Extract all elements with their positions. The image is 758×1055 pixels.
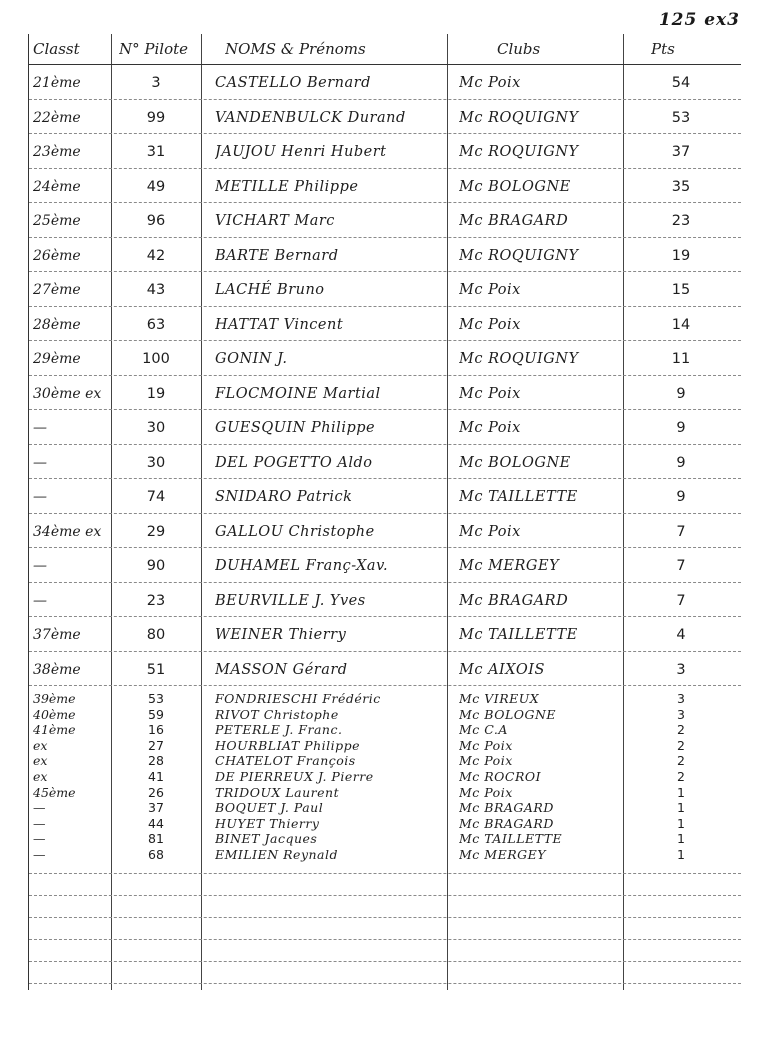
row-club: Mc BOLOGNE — [459, 178, 571, 195]
row-num: 96 — [146, 213, 166, 229]
row-rank: 29ème — [33, 351, 81, 367]
dense-row-name: HOURBLIAT Philippe — [215, 737, 361, 753]
dense-row-club: Mc MERGEY — [459, 847, 546, 862]
row-club: Mc TAILLETTE — [459, 627, 578, 643]
dense-row-num: 28 — [148, 753, 164, 769]
dense-row-pts: 1 — [677, 800, 685, 816]
dense-row-num: 44 — [148, 815, 164, 831]
header-points: Pts — [651, 40, 675, 58]
row-name: GALLOU Christophe — [215, 523, 375, 540]
row-name: DEL POGETTO Aldo — [215, 454, 373, 471]
dense-row-club: Mc TAILLETTE — [459, 831, 563, 847]
row-num: 90 — [146, 558, 166, 574]
dense-row-name: PETERLE J. Franc. — [215, 722, 343, 738]
row-num: 80 — [146, 627, 166, 643]
row-num: 30 — [146, 454, 166, 471]
dense-row-pts: 2 — [677, 722, 685, 738]
dense-row-club: Mc Poix — [459, 784, 513, 800]
row-rank: 23ème — [33, 144, 81, 160]
dense-row-pts: 3 — [677, 691, 685, 706]
row-rank: 25ème — [33, 213, 81, 229]
dense-row-name: DE PIERREUX J. Pierre — [215, 769, 374, 784]
row-pts: 15 — [671, 282, 691, 298]
dense-row-num: 27 — [148, 737, 164, 753]
dense-row-name: FONDRIESCHI Frédéric — [215, 691, 381, 706]
blank-rule — [29, 961, 741, 962]
row-name: VICHART Marc — [215, 213, 335, 229]
row-num: 3 — [151, 75, 161, 91]
row-rank: 30ème ex — [33, 385, 102, 402]
dense-row-pts: 1 — [677, 847, 685, 862]
dense-row-club: Mc VIREUX — [459, 691, 540, 706]
results-table — [28, 34, 741, 990]
dense-row-name: EMILIEN Reynald — [215, 847, 339, 862]
row-rank: 28ème — [33, 316, 81, 333]
row-name: JAUJOU Henri Hubert — [215, 144, 387, 160]
row-pts: 19 — [671, 247, 691, 264]
row-pts: 9 — [676, 454, 686, 471]
row-num: 31 — [146, 144, 166, 160]
dense-row-rank: — — [33, 800, 46, 816]
row-club: Mc ROQUIGNY — [459, 247, 579, 264]
dense-row-num: 41 — [148, 769, 164, 784]
row-num: 74 — [146, 489, 166, 505]
blank-rule — [29, 895, 741, 896]
row-rank: 24ème — [33, 178, 81, 195]
row-num: 19 — [146, 385, 166, 402]
row-name: GONIN J. — [215, 351, 288, 367]
dense-row-pts: 1 — [677, 784, 685, 800]
dense-row-rank: — — [33, 831, 46, 847]
dense-row-name: BINET Jacques — [215, 831, 318, 847]
row-rank: — — [33, 420, 47, 436]
row-club: Mc Poix — [459, 420, 521, 436]
blank-rule — [29, 917, 741, 918]
dense-row-club: Mc ROCROI — [459, 769, 542, 784]
row-club: Mc TAILLETTE — [459, 489, 578, 505]
dense-row-name: CHATELOT François — [215, 753, 356, 769]
row-rank: — — [33, 454, 47, 471]
row-club: Mc ROQUIGNY — [459, 144, 579, 160]
row-club: Mc Poix — [459, 523, 521, 540]
row-name: BARTE Bernard — [215, 247, 339, 264]
row-pts: 54 — [671, 75, 691, 91]
row-club: Mc Poix — [459, 75, 521, 91]
row-num: 63 — [146, 316, 166, 333]
dense-row-rank: — — [33, 847, 46, 862]
row-club: Mc AIXOIS — [459, 661, 545, 678]
header-rank: Classt — [33, 40, 80, 58]
row-pts: 9 — [676, 420, 686, 436]
header-club: Clubs — [497, 40, 541, 58]
row-num: 30 — [146, 420, 166, 436]
row-name: GUESQUIN Philippe — [215, 420, 376, 436]
row-club: Mc ROQUIGNY — [459, 351, 579, 367]
dense-row-name: RIVOT Christophe — [215, 706, 339, 722]
row-rank: 21ème — [33, 75, 81, 91]
row-num: 99 — [146, 109, 166, 126]
row-pts: 53 — [671, 109, 691, 126]
row-pts: 7 — [676, 592, 686, 609]
row-num: 29 — [146, 523, 166, 540]
row-club: Mc Poix — [459, 385, 521, 402]
blank-rule — [29, 939, 741, 940]
dense-row-num: 53 — [148, 691, 164, 706]
dense-row-pts: 3 — [677, 706, 685, 722]
dense-row-num: 81 — [148, 831, 164, 847]
dense-row-num: 16 — [148, 722, 164, 738]
row-name: MASSON Gérard — [215, 661, 348, 678]
dense-row-rank: ex — [33, 737, 48, 753]
dense-row-rank: 40ème — [33, 706, 76, 722]
dense-row-num: 37 — [148, 800, 164, 816]
row-num: 42 — [146, 247, 166, 264]
row-club: Mc ROQUIGNY — [459, 109, 579, 126]
row-rank: — — [33, 558, 47, 574]
row-rank: 26ème — [33, 247, 81, 264]
row-name: SNIDARO Patrick — [215, 489, 353, 505]
dense-row-pts: 2 — [677, 737, 685, 753]
dense-row-rank: ex — [33, 769, 48, 784]
header-number: N° Pilote — [119, 40, 189, 58]
row-num: 51 — [146, 661, 166, 678]
row-club: Mc MERGEY — [459, 558, 560, 574]
dense-row-club: Mc BOLOGNE — [459, 706, 557, 722]
row-pts: 14 — [671, 316, 691, 333]
row-pts: 37 — [671, 144, 691, 160]
dense-row-num: 68 — [148, 847, 164, 862]
blank-rule — [29, 873, 741, 874]
row-name: WEINER Thierry — [215, 627, 347, 643]
dense-row-rank: 39ème — [33, 691, 76, 706]
row-pts: 3 — [676, 661, 686, 678]
row-club: Mc BOLOGNE — [459, 454, 571, 471]
dense-row-club: Mc BRAGARD — [459, 815, 554, 831]
row-name: CASTELLO Bernard — [215, 75, 371, 91]
dense-row-num: 26 — [148, 784, 164, 800]
header-name: NOMS & Prénoms — [225, 40, 366, 58]
row-rank: 22ème — [33, 109, 81, 126]
row-pts: 9 — [676, 385, 686, 402]
dense-row-pts: 2 — [677, 769, 685, 784]
dense-row-club: Mc C.A — [459, 722, 508, 738]
row-pts: 7 — [676, 523, 686, 540]
dense-row-club: Mc BRAGARD — [459, 800, 554, 816]
dense-row-rank: 45ème — [33, 784, 76, 800]
row-name: FLOCMOINE Martial — [215, 385, 381, 402]
row-name: LACHÉ Bruno — [215, 282, 325, 298]
corner-note: 125 ex3 — [658, 10, 740, 30]
row-rank: 37ème — [33, 627, 81, 643]
row-rank: 34ème ex — [33, 523, 102, 540]
dense-row-pts: 1 — [677, 831, 685, 847]
dense-row-rank: — — [33, 815, 46, 831]
dense-row-pts: 2 — [677, 753, 685, 769]
row-name: HATTAT Vincent — [215, 316, 344, 333]
dense-row-club: Mc Poix — [459, 737, 513, 753]
row-rank: 38ème — [33, 661, 81, 678]
row-num: 100 — [142, 351, 170, 367]
row-club: Mc Poix — [459, 282, 521, 298]
row-club: Mc BRAGARD — [459, 592, 569, 609]
row-rank: — — [33, 489, 47, 505]
dense-row-rank: 41ème — [33, 722, 76, 738]
row-pts: 7 — [676, 558, 686, 574]
row-name: BEURVILLE J. Yves — [215, 592, 366, 609]
dense-rows — [29, 34, 741, 990]
row-name: METILLE Philippe — [215, 178, 359, 195]
dense-row-name: BOQUET J. Paul — [215, 800, 324, 816]
row-pts: 23 — [671, 213, 691, 229]
dense-row-name: HUYET Thierry — [215, 815, 320, 831]
dense-row-pts: 1 — [677, 815, 685, 831]
blank-rule — [29, 983, 741, 984]
row-pts: 4 — [676, 627, 686, 643]
row-num: 43 — [146, 282, 166, 298]
row-name: DUHAMEL Franç-Xav. — [215, 558, 389, 574]
row-rank: 27ème — [33, 282, 81, 298]
row-num: 49 — [146, 178, 166, 195]
row-pts: 9 — [676, 489, 686, 505]
dense-row-rank: ex — [33, 753, 48, 769]
dense-row-num: 59 — [148, 706, 164, 722]
dense-row-club: Mc Poix — [459, 753, 513, 769]
row-club: Mc Poix — [459, 316, 521, 333]
row-num: 23 — [146, 592, 166, 609]
row-pts: 11 — [671, 351, 691, 367]
row-name: VANDENBULCK Durand — [215, 109, 406, 126]
row-pts: 35 — [671, 178, 691, 195]
row-club: Mc BRAGARD — [459, 213, 569, 229]
row-rank: — — [33, 592, 47, 609]
dense-row-name: TRIDOUX Laurent — [215, 784, 340, 800]
